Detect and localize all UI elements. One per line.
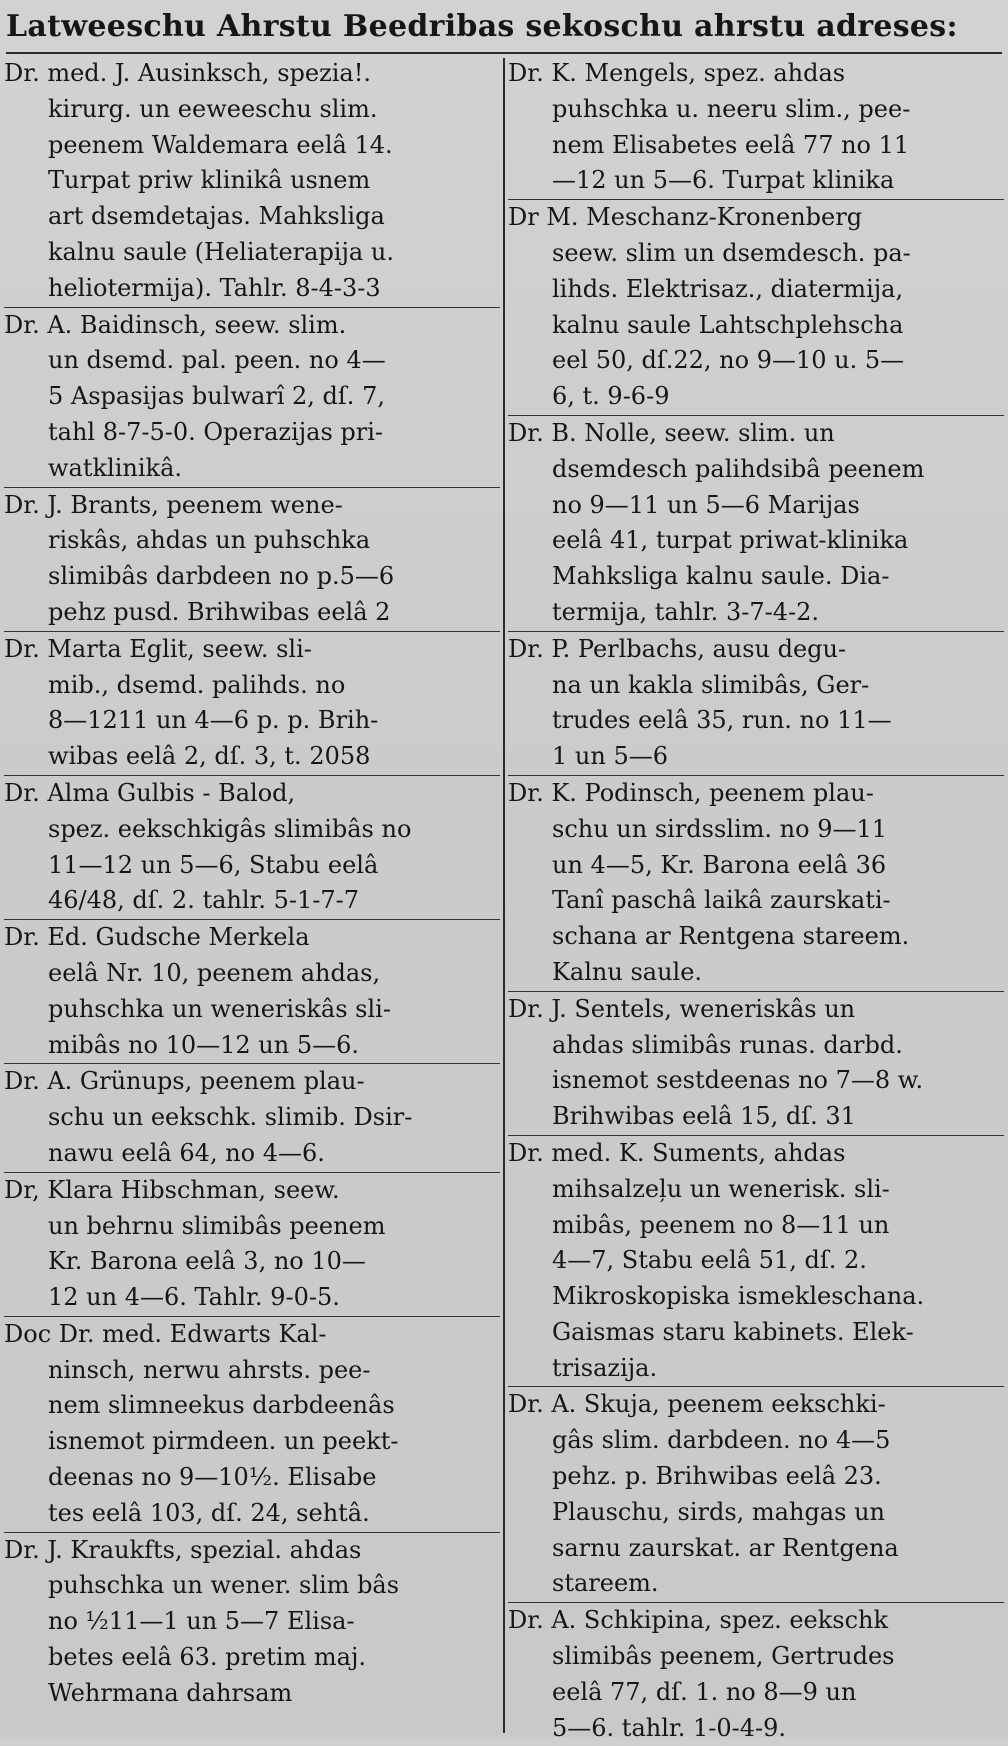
doctor-listing <box>4 56 500 308</box>
listing-text-line: Tanî paschâ laikâ zaurskati- <box>552 886 891 915</box>
listing-heading-line: Doc Dr. med. Edwarts Kal- <box>4 1319 327 1348</box>
listing-heading-line: Dr. A. Skuja, peenem eekschki- <box>508 1390 886 1419</box>
doctor-listing <box>4 1173 500 1317</box>
listing-text-line: dsemdesch palihdsibâ peenem <box>552 454 925 483</box>
listing-text-line: 11—12 un 5—6, Stabu eelâ <box>48 850 379 879</box>
listing-text-line: mibâs, peenem no 8—11 un <box>552 1210 890 1239</box>
listing-text-line: tahl 8-7-5-0. Operazijas pri- <box>48 417 384 446</box>
column-divider <box>503 58 505 1733</box>
listing-text-line: 12 un 4—6. Tahlr. 9-0-5. <box>48 1283 340 1312</box>
listing-text-line: puhschka un weneriskâs sli- <box>48 994 391 1023</box>
listing-text-line: nawu eelâ 64, no 4—6. <box>48 1138 325 1167</box>
doctor-listing <box>4 920 500 1064</box>
left-column <box>4 56 500 1712</box>
listing-heading-line: Dr M. Meschanz-Kronenberg <box>508 203 863 232</box>
listing-text-line: heliotermija). Tahlr. 8-4-3-3 <box>48 273 381 302</box>
listing-text-line: betes eelâ 63. pretim maj. <box>48 1643 367 1672</box>
listing-text-line: gâs slim. darbdeen. no 4—5 <box>552 1426 891 1455</box>
listing-text-line: Kalnu saule. <box>552 957 703 986</box>
listing-heading-line: Dr. J. Kraukfts, spezial. ahdas <box>4 1535 362 1564</box>
doctor-listing <box>508 776 1004 992</box>
listing-heading-line: Dr. B. Nolle, seew. slim. un <box>508 418 835 447</box>
listing-text-line: na un kakla slimibâs, Ger- <box>552 670 870 699</box>
doctor-listing <box>4 632 500 776</box>
doctor-listing <box>508 56 1004 200</box>
listing-text-line: no 9—11 un 5—6 Marijas <box>552 490 860 519</box>
listing-heading-line: Dr. med. K. Suments, ahdas <box>508 1138 846 1167</box>
listing-heading-line: Dr. Alma Gulbis - Balod, <box>4 778 296 807</box>
listing-text-line: 5—6. tahlr. 1-0-4-9. <box>552 1713 787 1742</box>
listing-heading-line: Dr. K. Podinsch, peenem plau- <box>508 778 874 807</box>
listing-text-line: seew. slim un dsemdesch. pa- <box>552 238 911 267</box>
doctor-listing <box>508 632 1004 776</box>
listing-text-line: nem Elisabetes eelâ 77 no 11 <box>552 130 910 159</box>
listing-text-line: puhschka u. neeru slim., pee- <box>552 94 911 123</box>
listing-heading-line: Dr. A. Schkipina, spez. eekschk <box>508 1606 889 1635</box>
listing-text-line: eelâ 41, turpat priwat-klinika <box>552 526 909 555</box>
listing-heading-line: Dr, Klara Hibschman, seew. <box>4 1175 340 1204</box>
listing-text-line: art dsemdetajas. Mahksliga <box>48 202 385 231</box>
listing-text-line: riskâs, ahdas un puhschka <box>48 526 371 555</box>
listing-text-line: —12 un 5—6. Turpat klinika <box>552 166 895 195</box>
listing-text-line: slimibâs peenem, Gertrudes <box>552 1642 895 1671</box>
listing-text-line: kirurg. un eeweeschu slim. <box>48 94 378 123</box>
listing-text-line: Wehrmana dahrsam <box>48 1678 293 1707</box>
listing-text-line: lihds. Elektrisaz., diatermija, <box>552 274 904 303</box>
listing-text-line: 6, t. 9-6-9 <box>552 382 670 411</box>
listing-text-line: un behrnu slimibâs peenem <box>48 1211 386 1240</box>
listing-heading-line: Dr. Ed. Gudsche Merkela <box>4 923 310 952</box>
listing-heading-line: Dr. J. Brants, peenem wene- <box>4 490 343 519</box>
listing-text-line: isnemot pirmdeen. un peekt- <box>48 1427 399 1456</box>
listing-text-line: mihsalzeļu un wenerisk. sli- <box>552 1174 890 1203</box>
listing-text-line: peenem Waldemara eelâ 14. <box>48 130 393 159</box>
listing-text-line: Mahksliga kalnu saule. Dia- <box>552 562 890 591</box>
listing-text-line: 8—1211 un 4—6 p. p. Brih- <box>48 706 379 735</box>
doctor-listing <box>4 1317 500 1533</box>
listing-text-line: Brihwibas eelâ 15, dſ. 31 <box>552 1102 856 1131</box>
doctor-listing <box>508 416 1004 632</box>
listing-text-line: isnemot sestdeenas no 7—8 w. <box>552 1066 924 1095</box>
listing-heading-line: Dr. K. Mengels, spez. ahdas <box>508 59 846 87</box>
doctor-listing <box>4 776 500 920</box>
doctor-listing <box>4 1533 500 1712</box>
listing-text-line: Gaismas staru kabinets. Elek- <box>552 1317 914 1346</box>
listing-text-line: puhschka un wener. slim bâs <box>48 1571 400 1600</box>
doctor-listing <box>4 1064 500 1172</box>
listing-text-line: nem slimneekus darbdeenâs <box>48 1391 395 1420</box>
listing-heading-line: Dr. P. Perlbachs, ausu degu- <box>508 634 847 663</box>
listing-text-line: eel 50, dſ.22, no 9—10 u. 5— <box>552 346 905 375</box>
listing-text-line: stareem. <box>552 1569 659 1598</box>
right-column <box>508 56 1004 1746</box>
listing-text-line: ninsch, nerwu ahrsts. pee- <box>48 1355 371 1384</box>
listing-text-line: schu un eekschk. slimib. Dsir- <box>48 1103 413 1132</box>
listing-text-line: termija, tahlr. 3-7-4-2. <box>552 597 819 626</box>
listing-text-line: Plauschu, sirds, mahgas un <box>552 1497 885 1526</box>
doctor-listing <box>508 200 1004 416</box>
listing-heading-line: Dr. J. Sentels, weneriskâs un <box>508 994 856 1023</box>
listing-heading-line: Dr. med. J. Ausinksch, spezia!. <box>4 59 371 87</box>
listing-text-line: pehz pusd. Brihwibas eelâ 2 <box>48 597 391 626</box>
listing-text-line: no ½11—1 un 5—7 Elisa- <box>48 1607 355 1636</box>
listing-text-line: ahdas slimibâs runas. darbd. <box>552 1030 903 1059</box>
doctor-listing <box>4 308 500 488</box>
doctor-listing <box>508 1603 1004 1746</box>
doctor-listing <box>508 1136 1004 1388</box>
listing-heading-line: Dr. Marta Eglit, seew. sli- <box>4 634 312 663</box>
listing-text-line: slimibâs darbdeen no p.5—6 <box>48 562 395 591</box>
listing-text-line: Turpat priw klinikâ usnem <box>48 166 371 195</box>
listing-text-line: 1 un 5—6 <box>552 742 668 771</box>
listing-text-line: kalnu saule (Heliaterapija u. <box>48 237 394 266</box>
listing-text-line: 4—7, Stabu eelâ 51, dſ. 2. <box>552 1246 867 1275</box>
listing-text-line: tes eelâ 103, dſ. 24, sehtâ. <box>48 1498 370 1527</box>
listing-text-line: mibâs no 10—12 un 5—6. <box>48 1030 360 1059</box>
listing-text-line: eelâ Nr. 10, peenem ahdas, <box>48 958 381 987</box>
listing-text-line: trudes eelâ 35, run. no 11— <box>552 706 892 735</box>
listing-text-line: sarnu zaurskat. ar Rentgena <box>552 1533 899 1562</box>
listing-text-line: pehz. p. Brihwibas eelâ 23. <box>552 1462 882 1491</box>
doctor-listing <box>4 488 500 632</box>
listing-heading-line: Dr. A. Baidinsch, seew. slim. <box>4 310 347 339</box>
listing-text-line: Mikroskopiska ismekleschana. <box>552 1282 925 1311</box>
listing-text-line: un 4—5, Kr. Barona eelâ 36 <box>552 850 887 879</box>
page-title: Latweeschu Ahrstu Beedribas sekoschu ahrstu adreses: <box>6 2 1002 54</box>
listing-text-line: kalnu saule Lahtschplehscha <box>552 310 904 339</box>
listing-text-line: 46/48, dſ. 2. tahlr. 5-1-7-7 <box>48 886 360 915</box>
listing-text-line: mib., dsemd. palihds. no <box>48 670 346 699</box>
listing-text-line: wibas eelâ 2, dſ. 3, t. 2058 <box>48 742 371 771</box>
listing-text-line: un dsemd. pal. peen. no 4— <box>48 346 386 375</box>
listing-text-line: deenas no 9—10½. Elisabe <box>48 1463 377 1492</box>
listing-text-line: trisazija. <box>552 1353 658 1382</box>
listing-text-line: spez. eekschkigâs slimibâs no <box>48 814 412 843</box>
listing-text-line: Kr. Barona eelâ 3, no 10— <box>48 1247 366 1276</box>
listing-text-line: 5 Aspasijas bulwarî 2, dſ. 7, <box>48 382 385 411</box>
listing-text-line: schu un sirdsslim. no 9—11 <box>552 814 888 843</box>
doctor-listing <box>508 1387 1004 1603</box>
listing-text-line: schana ar Rentgena stareem. <box>552 922 910 951</box>
listing-text-line: watklinikâ. <box>48 453 183 482</box>
doctor-listing <box>508 992 1004 1136</box>
listing-heading-line: Dr. A. Grünups, peenem plau- <box>4 1067 365 1096</box>
listing-text-line: eelâ 77, dſ. 1. no 8—9 un <box>552 1677 857 1706</box>
